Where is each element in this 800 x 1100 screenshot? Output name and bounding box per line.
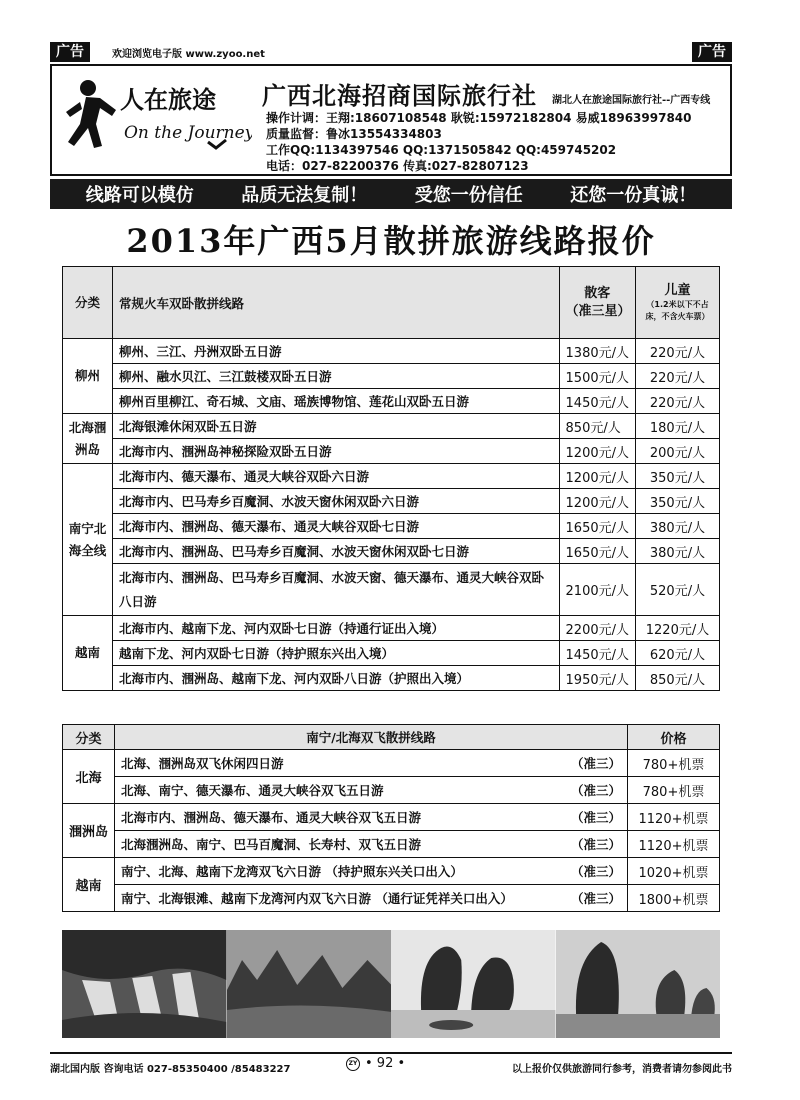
child-price-cell: 220元/人 <box>636 364 720 389</box>
child-price-cell: 1220元/人 <box>636 616 720 641</box>
waterfall-photo <box>62 930 227 1038</box>
route-cell: 北海市内、涠洲岛、巴马寿乡百魔洞、水波天窗、德天瀑布、通灵大峡谷双卧八日游 <box>113 564 560 616</box>
route-cell <box>115 804 628 831</box>
flight-routes-table <box>62 724 720 912</box>
price-cell: 780+机票 <box>628 750 720 777</box>
child-price-cell: 350元/人 <box>636 489 720 514</box>
route-cell: 柳州百里柳江、奇石城、文庙、瑶族博物馆、莲花山双卧五日游 <box>113 389 560 414</box>
adult-price-cell: 1200元/人 <box>559 464 635 489</box>
col-child-label: 儿童 <box>664 282 691 298</box>
scenery-photos <box>62 930 720 1038</box>
adult-price-cell: 1650元/人 <box>559 539 635 564</box>
logo-cn-text: 人在旅途 <box>120 85 216 114</box>
child-price-cell: 380元/人 <box>636 514 720 539</box>
child-price-cell: 220元/人 <box>636 389 720 414</box>
table-row <box>63 564 720 616</box>
route-cell <box>115 777 628 804</box>
adult-price-cell: 850元/人 <box>559 414 635 439</box>
page-number-group <box>346 1056 405 1071</box>
karst-bay-photo <box>227 930 392 1038</box>
route-text: 北海、南宁、德天瀑布、通灵大峡谷双飞五日游 <box>121 783 384 798</box>
category-cell: 北海 <box>63 750 115 804</box>
route-cell: 北海市内、越南下龙、河内双卧七日游（持通行证出入境） <box>113 616 560 641</box>
slogan-part: 还您一份真诚！ <box>570 185 697 206</box>
col-category: 分类 <box>63 267 113 339</box>
slogan-part: 品质无法复制！ <box>241 185 368 206</box>
adult-price-cell: 1450元/人 <box>559 641 635 666</box>
route-line <box>121 754 621 772</box>
col-adult <box>559 267 635 339</box>
route-text: 南宁、北海、越南下龙湾双飞六日游 （持护照东兴关口出入） <box>121 864 463 879</box>
adult-price-cell: 1950元/人 <box>559 666 635 691</box>
footer-contact: 湖北国内版 咨询电话 027-85350400 /85483227 <box>50 1064 291 1075</box>
child-price-cell: 350元/人 <box>636 464 720 489</box>
table-row <box>63 804 720 831</box>
child-price-cell: 220元/人 <box>636 339 720 364</box>
route-cell: 北海市内、涠洲岛神秘探险双卧五日游 <box>113 439 560 464</box>
adult-price-cell: 1380元/人 <box>559 339 635 364</box>
child-price-cell: 850元/人 <box>636 666 720 691</box>
category-cell: 涠洲岛 <box>63 804 115 858</box>
adult-price-cell: 1450元/人 <box>559 389 635 414</box>
agency-name: 广西北海招商国际旅行社 <box>262 82 537 110</box>
slogan-bar <box>50 179 732 209</box>
table-row <box>63 666 720 691</box>
child-price-cell: 380元/人 <box>636 539 720 564</box>
slogan-part: 线路可以模仿 <box>85 185 194 206</box>
table-row <box>63 389 720 414</box>
route-cell <box>115 858 628 885</box>
table-row <box>63 858 720 885</box>
table-row <box>63 439 720 464</box>
adult-price-cell: 1200元/人 <box>559 439 635 464</box>
route-line <box>121 808 621 826</box>
contact-line: 工作QQ:1134397546 QQ:1371505842 QQ:459745202 <box>266 143 617 157</box>
welcome-text: 欢迎浏览电子版 www.zyoo.net <box>112 49 265 60</box>
route-cell: 北海市内、巴马寿乡百魔洞、水波天窗休闲双卧六日游 <box>113 489 560 514</box>
child-price-cell: 520元/人 <box>636 564 720 616</box>
train-routes-table <box>62 266 720 691</box>
contact-list <box>266 110 692 174</box>
table-row <box>63 641 720 666</box>
agency-logo <box>58 72 252 170</box>
child-price-cell: 620元/人 <box>636 641 720 666</box>
table-row <box>63 750 720 777</box>
table-row <box>63 885 720 912</box>
table-row <box>63 616 720 641</box>
route-text: 北海涠洲岛、南宁、巴马百魔洞、长寿村、双飞五日游 <box>121 837 422 852</box>
category-cell: 北海涠洲岛 <box>63 414 113 464</box>
col-child <box>636 267 720 339</box>
train-routes-body <box>63 339 720 691</box>
category-cell: 越南 <box>63 858 115 912</box>
price-cell: 1800+机票 <box>628 885 720 912</box>
halong-bay-photo <box>556 930 721 1038</box>
route-text: 北海、涠洲岛双飞休闲四日游 <box>121 756 284 771</box>
route-cell <box>115 831 628 858</box>
category-cell: 柳州 <box>63 339 113 414</box>
running-man-icon <box>58 72 252 170</box>
route-cell: 北海市内、德天瀑布、通灵大峡谷双卧六日游 <box>113 464 560 489</box>
route-cell: 北海市内、涠洲岛、巴马寿乡百魔洞、水波天窗休闲双卧七日游 <box>113 539 560 564</box>
table-row <box>63 539 720 564</box>
hotel-note: （准三） <box>570 756 621 771</box>
adult-price-cell: 1500元/人 <box>559 364 635 389</box>
table-row <box>63 489 720 514</box>
route-text: 南宁、北海银滩、越南下龙湾河内双飞六日游 （通行证凭祥关口出入） <box>121 891 513 906</box>
top-bar <box>50 42 732 62</box>
slogan-part: 受您一份信任 <box>414 185 523 206</box>
adult-price-cell: 1650元/人 <box>559 514 635 539</box>
route-line <box>121 862 621 880</box>
page-footer <box>50 1052 732 1076</box>
table-row <box>63 414 720 439</box>
route-text: 北海市内、涠洲岛、德天瀑布、通灵大峡谷双飞五日游 <box>121 810 422 825</box>
route-cell <box>115 750 628 777</box>
route-cell <box>115 885 628 912</box>
price-cell: 780+机票 <box>628 777 720 804</box>
route-line <box>121 835 621 853</box>
price-cell: 1120+机票 <box>628 804 720 831</box>
contact-line: 操作计调：王翔:18607108548 耿锐:15972182804 易威18963997840 <box>266 111 692 125</box>
rock-arch-photo <box>391 930 556 1038</box>
flight-routes-body <box>63 750 720 912</box>
route-cell: 柳州、三江、丹洲双卧五日游 <box>113 339 560 364</box>
route-cell: 越南下龙、河内双卧七日游（持护照东兴出入境） <box>113 641 560 666</box>
footer-disclaimer: 以上报价仅供旅游同行参考，消费者请勿参阅此书 <box>512 1064 732 1075</box>
hotel-note: （准三） <box>570 810 621 825</box>
hotel-note: （准三） <box>570 891 621 906</box>
page-number: • 92 • <box>365 1056 406 1071</box>
table-row <box>63 514 720 539</box>
child-price-cell: 180元/人 <box>636 414 720 439</box>
contact-line: 质量监督：鲁冰13554334803 <box>266 127 442 141</box>
category-cell: 越南 <box>63 616 113 691</box>
col-adult-label: 散客 <box>584 285 611 301</box>
adult-price-cell: 2200元/人 <box>559 616 635 641</box>
contact-line: 电话：027-82200376 传真:027-82807123 <box>266 159 529 173</box>
page-title: 2013年广西5月散拼旅游线路报价 <box>126 222 656 260</box>
child-price-cell: 200元/人 <box>636 439 720 464</box>
adult-price-cell: 2100元/人 <box>559 564 635 616</box>
table-row <box>63 464 720 489</box>
route-cell: 北海银滩休闲双卧五日游 <box>113 414 560 439</box>
hotel-note: （准三） <box>570 783 621 798</box>
col-category: 分类 <box>63 725 115 750</box>
route-cell: 柳州、融水贝江、三江鼓楼双卧五日游 <box>113 364 560 389</box>
price-cell: 1120+机票 <box>628 831 720 858</box>
publisher-badge-icon: ZY <box>346 1057 360 1071</box>
price-cell: 1020+机票 <box>628 858 720 885</box>
agency-subtitle: 湖北人在旅途国际旅行社--广西专线 <box>552 95 711 106</box>
table-row <box>63 777 720 804</box>
col-price: 价格 <box>628 725 720 750</box>
table-header-row <box>63 267 720 339</box>
hotel-note: （准三） <box>570 837 621 852</box>
hotel-note: （准三） <box>570 864 621 879</box>
table-row <box>63 364 720 389</box>
table-row <box>63 831 720 858</box>
table-row <box>63 339 720 364</box>
agency-header <box>50 64 732 176</box>
route-cell: 北海市内、涠洲岛、越南下龙、河内双卧八日游（护照出入境） <box>113 666 560 691</box>
adult-price-cell: 1200元/人 <box>559 489 635 514</box>
table-header-row <box>63 725 720 750</box>
col-child-note: （1.2米以下不占床，不含火车票） <box>645 299 710 321</box>
col-adult-note: （准三星） <box>565 303 631 319</box>
ad-tag-right: 广告 <box>692 42 732 62</box>
col-route: 常规火车双卧散拼线路 <box>113 267 560 339</box>
route-line <box>121 781 621 799</box>
route-line <box>121 889 621 907</box>
ad-tag-left: 广告 <box>50 42 90 62</box>
col-route: 南宁/北海双飞散拼线路 <box>115 725 628 750</box>
logo-en-text: On the Journey <box>124 123 252 143</box>
route-cell: 北海市内、涠洲岛、德天瀑布、通灵大峡谷双卧七日游 <box>113 514 560 539</box>
category-cell: 南宁北海全线 <box>63 464 113 616</box>
